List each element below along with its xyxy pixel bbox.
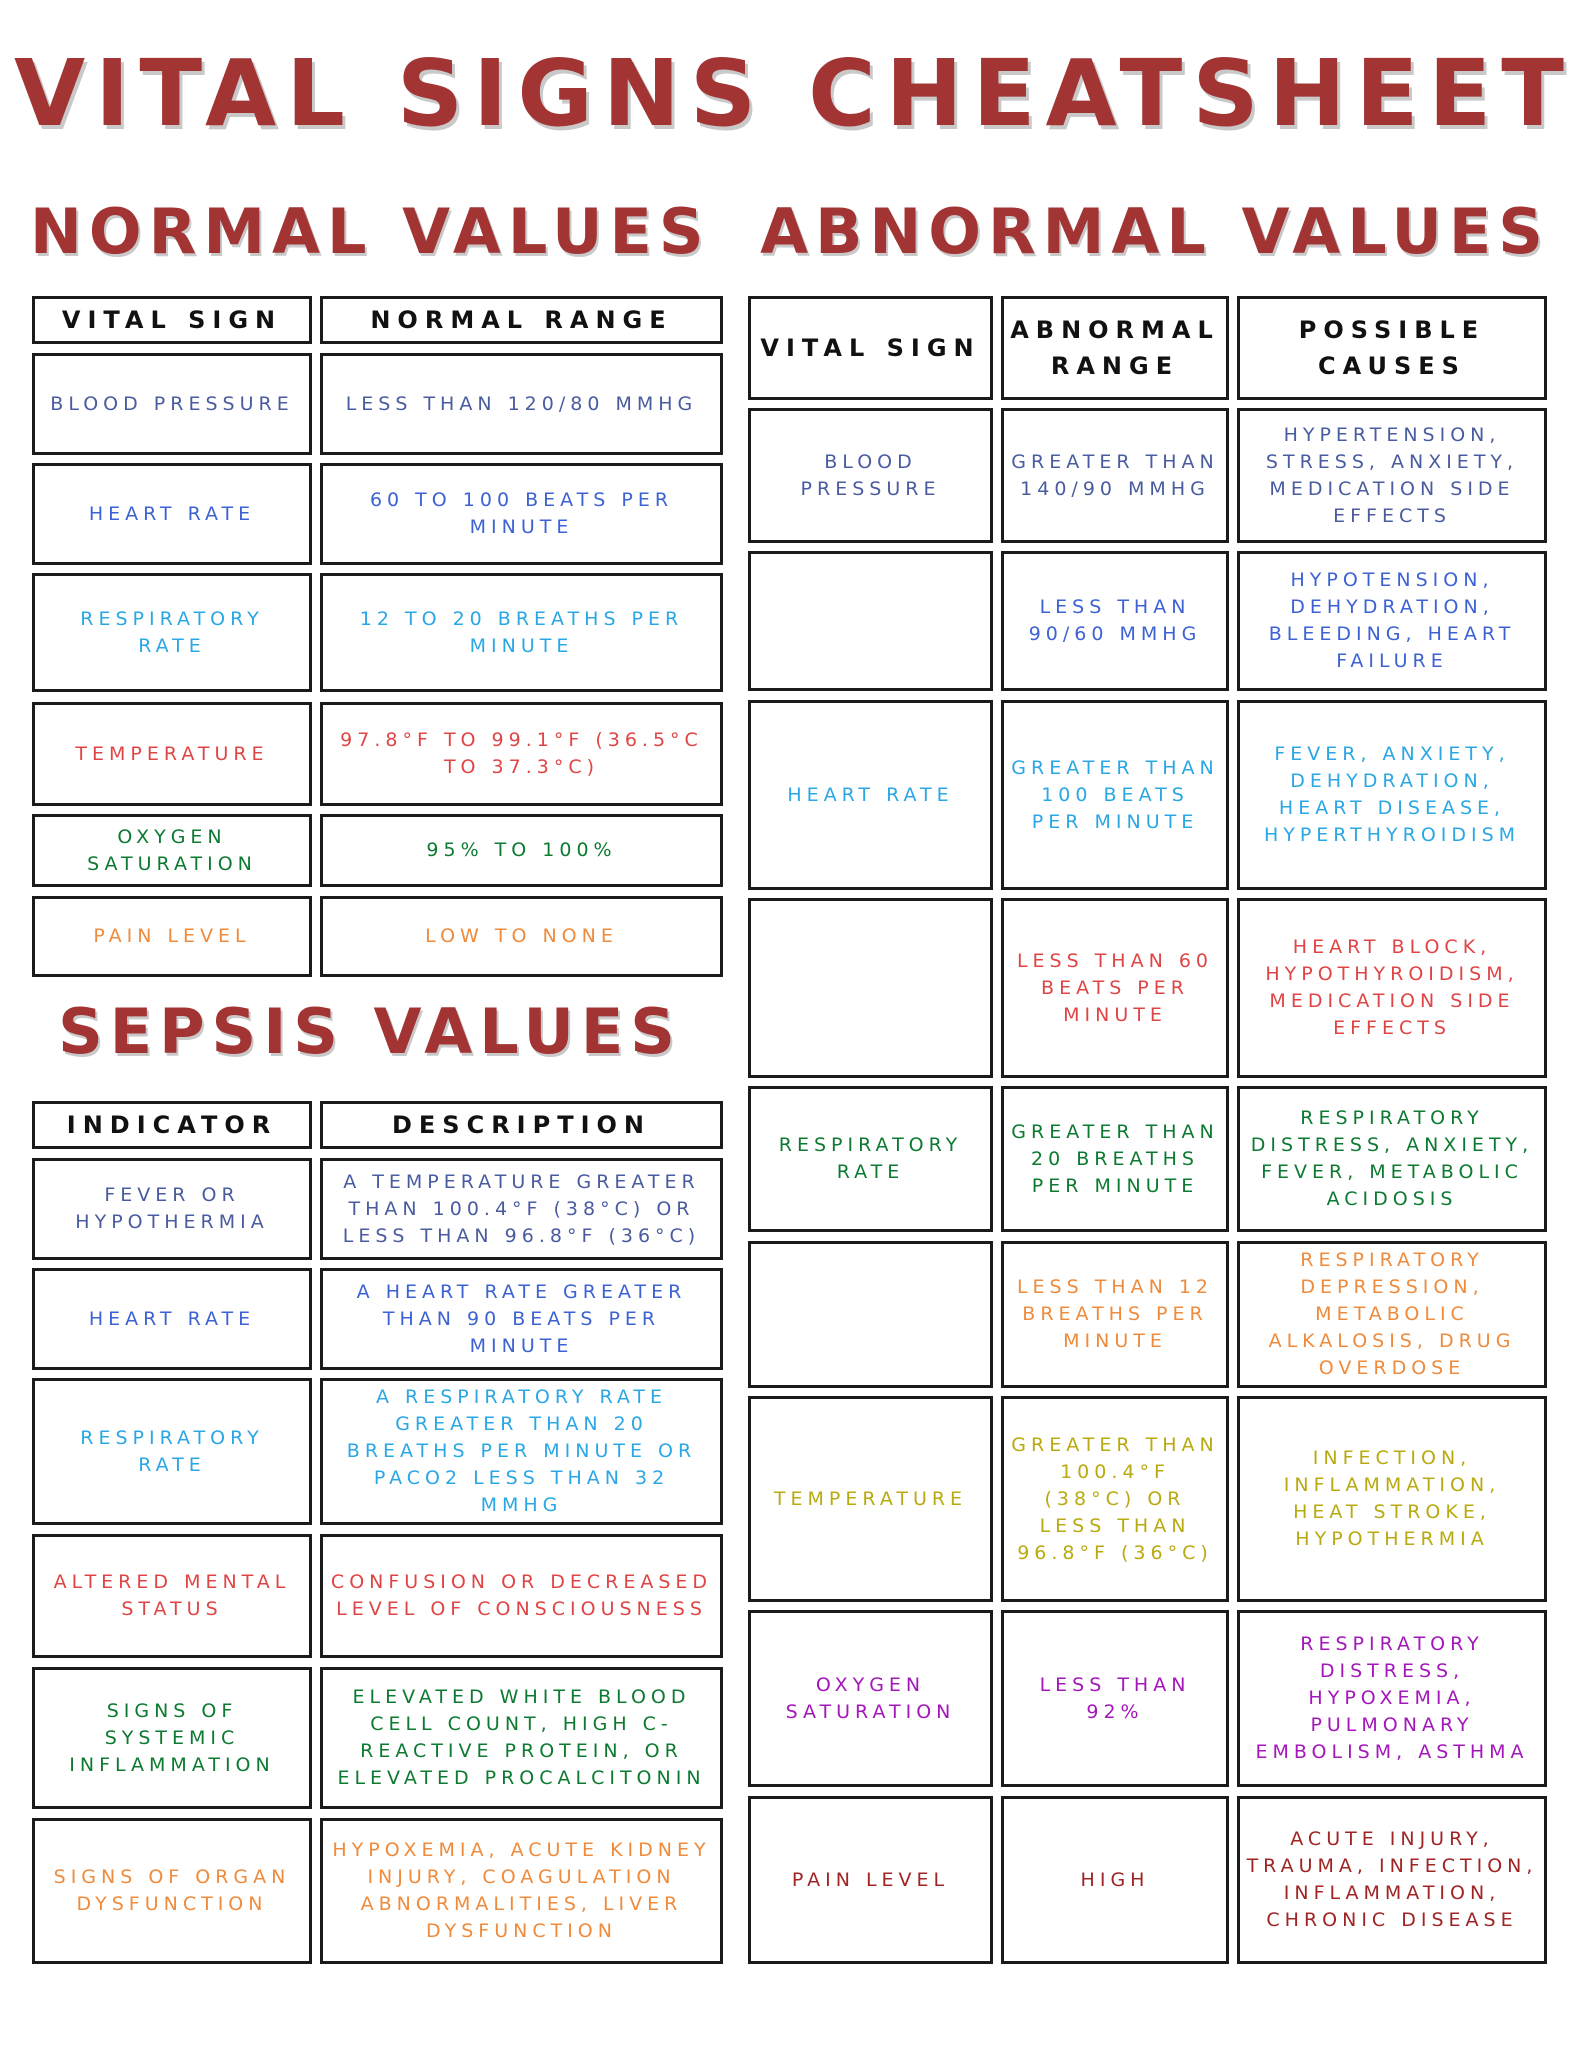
table-cell-vital-sign <box>748 551 993 691</box>
table-cell-vital-sign: BLOOD PRESSURE <box>32 353 312 455</box>
table-header-cell: NORMAL RANGE <box>320 296 723 344</box>
table-cell-vital-sign <box>748 898 993 1078</box>
table-cell-vital-sign: PAIN LEVEL <box>32 896 312 977</box>
table-cell-description: CONFUSION OR DECREASED LEVEL OF CONSCIOUSNESS <box>320 1534 723 1658</box>
table-cell-abnormal-range: GREATER THAN 140/90 MMHG <box>1001 408 1229 543</box>
table-cell-abnormal-range: GREATER THAN 20 BREATHS PER MINUTE <box>1001 1086 1229 1232</box>
table-cell-indicator: RESPIRATORY RATE <box>32 1378 312 1525</box>
table-cell-vital-sign: PAIN LEVEL <box>748 1796 993 1964</box>
table-cell-vital-sign: BLOOD PRESSURE <box>748 408 993 543</box>
table-cell-possible-causes: RESPIRATORY DISTRESS, HYPOXEMIA, PULMONARY EMBOLISM, ASTHMA <box>1237 1610 1547 1787</box>
table-header-cell: POSSIBLE CAUSES <box>1237 296 1547 400</box>
page-title: VITAL SIGNS CHEATSHEET <box>13 40 1575 147</box>
table-cell-possible-causes: HYPOTENSION, DEHYDRATION, BLEEDING, HEART FAILURE <box>1237 551 1547 691</box>
table-cell-abnormal-range: HIGH <box>1001 1796 1229 1964</box>
table-cell-vital-sign: OXYGEN SATURATION <box>748 1610 993 1787</box>
table-cell-vital-sign <box>748 1241 993 1388</box>
table-cell-possible-causes: INFECTION, INFLAMMATION, HEAT STROKE, HYPOTHERMIA <box>1237 1396 1547 1602</box>
table-cell-description: ELEVATED WHITE BLOOD CELL COUNT, HIGH C-REACTIVE PROTEIN, OR ELEVATED PROCALCITONIN <box>320 1667 723 1809</box>
table-cell-possible-causes: HYPERTENSION, STRESS, ANXIETY, MEDICATION SIDE EFFECTS <box>1237 408 1547 543</box>
table-cell-normal-range: LOW TO NONE <box>320 896 723 977</box>
section-title-sepsis-values: SEPSIS VALUES <box>58 995 682 1068</box>
table-cell-vital-sign: HEART RATE <box>748 700 993 890</box>
table-cell-possible-causes: FEVER, ANXIETY, DEHYDRATION, HEART DISEASE, HYPERTHYROIDISM <box>1237 700 1547 890</box>
table-cell-indicator: SIGNS OF ORGAN DYSFUNCTION <box>32 1818 312 1964</box>
table-header-cell: VITAL SIGN <box>748 296 993 400</box>
table-cell-possible-causes: RESPIRATORY DEPRESSION, METABOLIC ALKALOSIS, DRUG OVERDOSE <box>1237 1241 1547 1388</box>
table-header-cell: INDICATOR <box>32 1101 312 1149</box>
table-cell-vital-sign: OXYGEN SATURATION <box>32 814 312 887</box>
table-cell-possible-causes: HEART BLOCK, HYPOTHYROIDISM, MEDICATION SIDE EFFECTS <box>1237 898 1547 1078</box>
table-header-cell: VITAL SIGN <box>32 296 312 344</box>
table-cell-vital-sign: RESPIRATORY RATE <box>32 573 312 692</box>
table-cell-abnormal-range: LESS THAN 90/60 MMHG <box>1001 551 1229 691</box>
section-title-abnormal-values: ABNORMAL VALUES <box>760 195 1550 268</box>
table-cell-normal-range: LESS THAN 120/80 MMHG <box>320 353 723 455</box>
table-cell-indicator: SIGNS OF SYSTEMIC INFLAMMATION <box>32 1667 312 1809</box>
table-cell-indicator: FEVER OR HYPOTHERMIA <box>32 1158 312 1260</box>
table-header-cell: ABNORMAL RANGE <box>1001 296 1229 400</box>
table-cell-vital-sign: RESPIRATORY RATE <box>748 1086 993 1232</box>
table-cell-normal-range: 12 TO 20 BREATHS PER MINUTE <box>320 573 723 692</box>
table-cell-possible-causes: RESPIRATORY DISTRESS, ANXIETY, FEVER, METABOLIC ACIDOSIS <box>1237 1086 1547 1232</box>
table-header-cell: DESCRIPTION <box>320 1101 723 1149</box>
table-cell-description: A RESPIRATORY RATE GREATER THAN 20 BREATHS PER MINUTE OR PACO2 LESS THAN 32 MMHG <box>320 1378 723 1525</box>
table-cell-abnormal-range: GREATER THAN 100 BEATS PER MINUTE <box>1001 700 1229 890</box>
section-title-normal-values: NORMAL VALUES <box>30 195 711 268</box>
table-cell-abnormal-range: GREATER THAN 100.4°F (38°C) OR LESS THAN 96.8°F (36°C) <box>1001 1396 1229 1602</box>
table-cell-description: HYPOXEMIA, ACUTE KIDNEY INJURY, COAGULATION ABNORMALITIES, LIVER DYSFUNCTION <box>320 1818 723 1964</box>
table-cell-indicator: HEART RATE <box>32 1268 312 1370</box>
table-cell-description: A TEMPERATURE GREATER THAN 100.4°F (38°C) OR LESS THAN 96.8°F (36°C) <box>320 1158 723 1260</box>
table-cell-vital-sign: HEART RATE <box>32 463 312 565</box>
table-cell-abnormal-range: LESS THAN 12 BREATHS PER MINUTE <box>1001 1241 1229 1388</box>
table-cell-normal-range: 97.8°F TO 99.1°F (36.5°C TO 37.3°C) <box>320 702 723 806</box>
table-cell-description: A HEART RATE GREATER THAN 90 BEATS PER MINUTE <box>320 1268 723 1370</box>
table-cell-vital-sign: TEMPERATURE <box>748 1396 993 1602</box>
table-cell-possible-causes: ACUTE INJURY, TRAUMA, INFECTION, INFLAMMATION, CHRONIC DISEASE <box>1237 1796 1547 1964</box>
table-cell-abnormal-range: LESS THAN 60 BEATS PER MINUTE <box>1001 898 1229 1078</box>
table-cell-abnormal-range: LESS THAN 92% <box>1001 1610 1229 1787</box>
table-cell-vital-sign: TEMPERATURE <box>32 702 312 806</box>
table-cell-normal-range: 60 TO 100 BEATS PER MINUTE <box>320 463 723 565</box>
table-cell-indicator: ALTERED MENTAL STATUS <box>32 1534 312 1658</box>
table-cell-normal-range: 95% TO 100% <box>320 814 723 887</box>
